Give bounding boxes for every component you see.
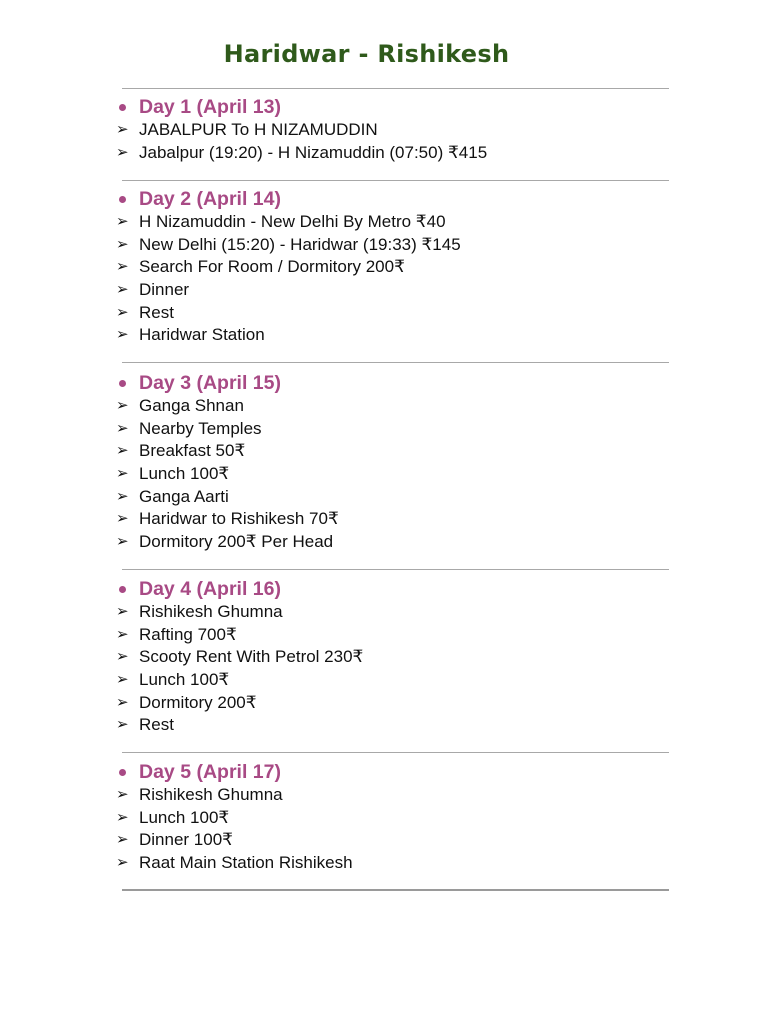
list-item <box>116 807 676 830</box>
list-item-text: Ganga Shnan <box>139 396 244 415</box>
day-label: Day 4 (April 16) <box>139 578 281 600</box>
divider-line <box>122 569 669 570</box>
day-1-section <box>116 95 676 164</box>
list-item <box>116 714 676 737</box>
list-item-text: Raat Main Station Rishikesh <box>139 853 353 873</box>
list-item-text: Rafting 700₹ <box>139 624 237 644</box>
arrowhead-bullet-icon: ➢ <box>116 235 129 253</box>
list-item-text: Lunch 100₹ <box>139 807 230 827</box>
list-item-text: Lunch 100₹ <box>139 464 230 484</box>
list-item <box>116 142 676 165</box>
list-item-text: Search For Room / Dormitory 200₹ <box>139 257 405 277</box>
arrowhead-bullet-icon: ➢ <box>116 693 129 711</box>
list-item-text: Dormitory 200₹ <box>139 692 257 712</box>
arrowhead-bullet-icon: ➢ <box>116 808 129 826</box>
list-item <box>116 463 676 486</box>
day-label: Day 5 (April 17) <box>139 761 281 783</box>
list-item-text: Lunch 100₹ <box>139 670 230 690</box>
divider-line <box>122 889 669 891</box>
list-item-text: Dinner <box>139 280 190 300</box>
list-item-text: Scooty Rent With Petrol 230₹ <box>139 647 364 667</box>
list-item-text: Nearby Temples <box>139 418 262 438</box>
document-title: Haridwar - Rishikesh <box>223 40 510 68</box>
list-item-text: Rest <box>139 302 174 322</box>
bullet-dot-icon <box>119 586 126 593</box>
list-item <box>116 508 676 531</box>
arrowhead-bullet-icon: ➢ <box>116 648 129 666</box>
list-item-text: Dinner 100₹ <box>139 830 233 850</box>
list-item <box>116 601 676 624</box>
list-item <box>116 646 676 669</box>
divider-line <box>122 362 669 363</box>
day-4-section <box>116 577 676 737</box>
list-item-text: Rishikesh Ghumna <box>139 602 283 621</box>
arrowhead-bullet-icon: ➢ <box>116 716 129 734</box>
list-item-text: Haridwar Station <box>139 325 265 345</box>
list-item-text: Rest <box>139 715 174 735</box>
arrowhead-bullet-icon: ➢ <box>116 603 129 620</box>
list-item-text: Jabalpur (19:20) - H Nizamuddin (07:50) ₹415 <box>139 142 488 162</box>
day-5-section <box>116 760 676 875</box>
list-item <box>116 418 676 441</box>
arrowhead-bullet-icon: ➢ <box>116 143 129 161</box>
day-items-list <box>116 601 676 737</box>
list-item <box>116 852 676 875</box>
arrowhead-bullet-icon: ➢ <box>116 303 129 321</box>
list-item-text: Ganga Aarti <box>139 486 229 506</box>
list-item <box>116 324 676 347</box>
list-item <box>116 395 676 418</box>
list-item <box>116 486 676 509</box>
list-item-text: Haridwar to Rishikesh 70₹ <box>139 509 339 529</box>
list-item <box>116 302 676 325</box>
arrowhead-bullet-icon: ➢ <box>116 510 129 528</box>
list-item <box>116 279 676 302</box>
day-items-list <box>116 784 676 875</box>
day-heading <box>116 187 676 211</box>
arrowhead-bullet-icon: ➢ <box>116 671 129 689</box>
bullet-dot-icon <box>119 104 126 111</box>
arrowhead-bullet-icon: ➢ <box>116 487 129 505</box>
list-item <box>116 829 676 852</box>
day-items-list <box>116 395 676 554</box>
list-item <box>116 531 676 554</box>
list-item-text: Rishikesh Ghumna <box>139 785 283 804</box>
bullet-dot-icon <box>119 380 126 387</box>
divider-line <box>122 752 669 753</box>
list-item-text: H Nizamuddin - New Delhi By Metro ₹40 <box>139 212 446 231</box>
list-item <box>116 256 676 279</box>
arrowhead-bullet-icon: ➢ <box>116 326 129 344</box>
arrowhead-bullet-icon: ➢ <box>116 786 129 803</box>
day-items-list <box>116 119 676 164</box>
day-label: Day 2 (April 14) <box>139 188 281 210</box>
day-label: Day 3 (April 15) <box>139 372 281 394</box>
arrowhead-bullet-icon: ➢ <box>116 281 129 299</box>
list-item-text: Dormitory 200₹ Per Head <box>139 532 334 552</box>
day-heading <box>116 371 676 395</box>
list-item <box>116 119 676 142</box>
list-item-text: JABALPUR To H NIZAMUDDIN <box>139 120 378 139</box>
list-item <box>116 234 676 257</box>
arrowhead-bullet-icon: ➢ <box>116 121 129 138</box>
day-2-section <box>116 187 676 347</box>
arrowhead-bullet-icon: ➢ <box>116 213 129 230</box>
list-item <box>116 669 676 692</box>
arrowhead-bullet-icon: ➢ <box>116 533 129 551</box>
arrowhead-bullet-icon: ➢ <box>116 258 129 276</box>
divider-line <box>122 180 669 181</box>
arrowhead-bullet-icon: ➢ <box>116 397 129 414</box>
arrowhead-bullet-icon: ➢ <box>116 625 129 643</box>
arrowhead-bullet-icon: ➢ <box>116 419 129 437</box>
arrowhead-bullet-icon: ➢ <box>116 442 129 460</box>
day-heading <box>116 760 676 784</box>
list-item-text: Breakfast 50₹ <box>139 441 246 461</box>
list-item-text: New Delhi (15:20) - Haridwar (19:33) ₹145 <box>139 234 461 254</box>
day-items-list <box>116 211 676 347</box>
divider-line <box>122 88 669 89</box>
list-item <box>116 211 676 234</box>
arrowhead-bullet-icon: ➢ <box>116 465 129 483</box>
day-3-section <box>116 371 676 554</box>
day-label: Day 1 (April 13) <box>139 96 281 118</box>
day-heading <box>116 577 676 601</box>
bullet-dot-icon <box>119 769 126 776</box>
day-heading <box>116 95 676 119</box>
arrowhead-bullet-icon: ➢ <box>116 831 129 849</box>
bullet-dot-icon <box>119 196 126 203</box>
arrowhead-bullet-icon: ➢ <box>116 854 129 872</box>
list-item <box>116 692 676 715</box>
list-item <box>116 624 676 647</box>
list-item <box>116 784 676 807</box>
list-item <box>116 440 676 463</box>
